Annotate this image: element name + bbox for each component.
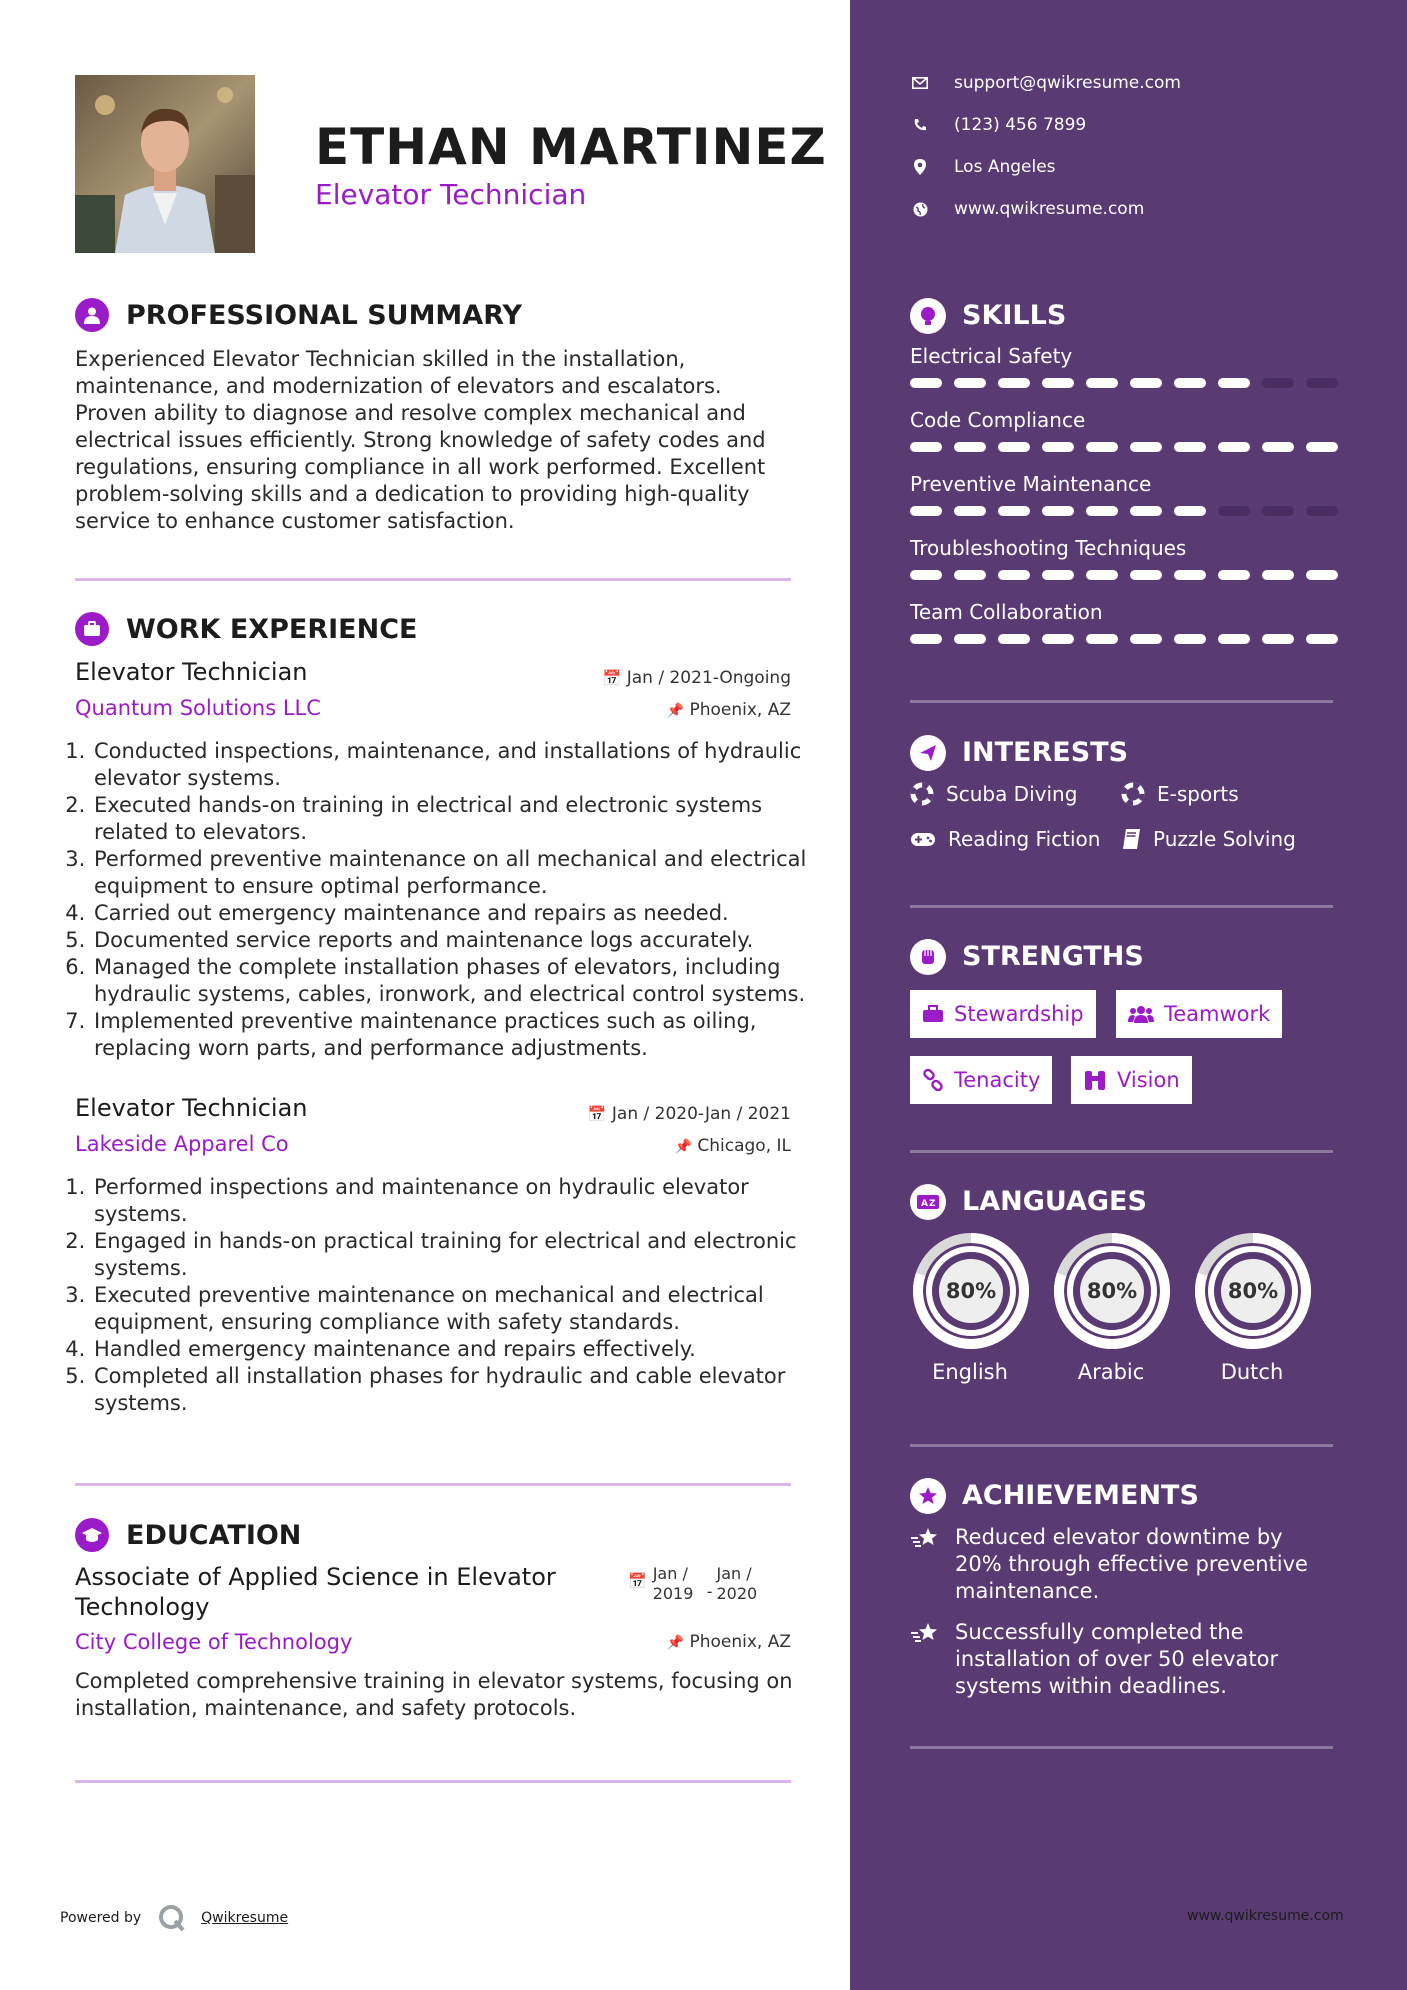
job-dates: 📅 Jan / 2020-Jan / 2021 — [587, 1104, 791, 1124]
footer-website[interactable]: www.qwikresume.com — [1187, 1908, 1344, 1924]
strength-chip: Vision — [1071, 1056, 1192, 1104]
pin-icon: 📌 — [674, 1139, 692, 1155]
skill-name: Troubleshooting Techniques — [910, 536, 1187, 560]
language-name: Dutch — [1220, 1360, 1284, 1384]
contact-email[interactable]: support@qwikresume.com — [910, 73, 1181, 93]
rating-dash — [1130, 378, 1162, 388]
experience-title: WORK EXPERIENCE — [126, 614, 418, 645]
section-divider — [910, 700, 1333, 703]
section-divider — [910, 1746, 1333, 1749]
calendar-icon: 📅 — [602, 669, 622, 687]
rating-dash — [954, 634, 986, 644]
skill-rating — [910, 570, 1338, 580]
language-name: English — [932, 1360, 1008, 1384]
language-item — [910, 1230, 1032, 1384]
rating-dash — [1218, 634, 1250, 644]
map-marker-icon — [910, 159, 930, 175]
rating-dash — [1130, 634, 1162, 644]
lifebuoy-icon — [1121, 782, 1145, 806]
rating-dash — [1174, 634, 1206, 644]
gauge-label: 80% — [1227, 1279, 1279, 1303]
rating-dash — [910, 570, 942, 580]
skill-rating — [910, 378, 1338, 388]
rating-dash — [910, 634, 942, 644]
globe-icon — [910, 202, 930, 217]
gauge-label: 80% — [945, 1279, 997, 1303]
list-item: 5. Documented service reports and maintenance logs accurately. — [92, 927, 817, 954]
education-text: Completed comprehensive training in elevator systems, focusing on installation, maintenance, and safety protocols. — [75, 1669, 793, 1720]
rating-dash — [1042, 506, 1074, 516]
job-bullets — [70, 738, 817, 1062]
summary-title: PROFESSIONAL SUMMARY — [126, 300, 523, 331]
strength-chip: Stewardship — [910, 990, 1096, 1038]
user-icon — [75, 298, 109, 332]
pin-icon: 📌 — [666, 1635, 685, 1651]
rating-dash — [1042, 634, 1074, 644]
section-divider — [910, 1444, 1333, 1447]
phone-icon — [910, 118, 930, 132]
list-item: 1. Conducted inspections, maintenance, and installations of hydraulic elevator systems. — [92, 738, 817, 792]
footer-powered: Powered by Qwikresume — [60, 1903, 288, 1933]
pin-icon: 📌 — [666, 703, 685, 719]
job-bullets — [70, 1174, 817, 1417]
skill-name: Electrical Safety — [910, 344, 1073, 368]
list-item: 3. Executed preventive maintenance on mechanical and electrical equipment, ensuring compliance with safety standards. — [92, 1282, 817, 1336]
language-gauge — [1051, 1230, 1173, 1352]
fist-icon — [910, 939, 946, 975]
rating-dash — [998, 570, 1030, 580]
list-item: 4. Handled emergency maintenance and repairs effectively. — [92, 1336, 817, 1363]
rating-dash — [998, 506, 1030, 516]
job-company: Lakeside Apparel Co — [75, 1132, 289, 1156]
interest-item: E-sports — [1121, 782, 1239, 806]
rating-dash — [1086, 506, 1118, 516]
strength-chip: Tenacity — [910, 1056, 1052, 1104]
skill-item — [910, 472, 1338, 516]
candidate-role: Elevator Technician — [315, 178, 587, 211]
rating-dash — [1042, 378, 1074, 388]
rating-dash — [1174, 570, 1206, 580]
rating-dash — [954, 570, 986, 580]
qwikresume-logo-icon — [157, 1903, 187, 1933]
interests-title: INTERESTS — [962, 737, 1129, 768]
skill-rating — [910, 634, 1338, 644]
language-gauge — [910, 1230, 1032, 1352]
rating-dash — [1086, 378, 1118, 388]
rating-dash — [1218, 378, 1250, 388]
graduation-icon — [75, 1518, 109, 1552]
shooting-star-icon — [910, 1526, 942, 1556]
gamepad-icon — [910, 830, 936, 848]
list-item: 4. Carried out emergency maintenance and repairs as needed. — [92, 900, 817, 927]
summary-text: Experienced Elevator Technician skilled in the installation, maintenance, and modernization of elevators and escalators. Proven ability to diagnose and resolve complex mechanical and electrical issues efficiently. Strong knowledge of safety codes and regulations, ensuring compliance in all work performed. Excellent problem-solving skills and a dedication to providing high-quality service to enhance customer satisfaction. — [75, 347, 766, 533]
skill-rating — [910, 442, 1338, 452]
rating-dash — [998, 442, 1030, 452]
language-icon — [910, 1184, 946, 1220]
book-icon — [1121, 828, 1141, 850]
calendar-icon: 📅 — [587, 1105, 607, 1123]
achievements-title: ACHIEVEMENTS — [962, 1480, 1199, 1511]
envelope-icon — [910, 77, 930, 89]
degree-title: Associate of Applied Science in Elevator Technology — [75, 1563, 556, 1621]
lifebuoy-icon — [910, 782, 934, 806]
rating-dash — [1306, 634, 1338, 644]
rating-dash — [910, 442, 942, 452]
skill-name: Preventive Maintenance — [910, 472, 1152, 496]
paper-plane-icon — [910, 735, 946, 771]
rating-dash — [1262, 378, 1294, 388]
list-item: 7. Implemented preventive maintenance practices such as oiling, replacing worn parts, and performance adjustments. — [92, 1008, 817, 1062]
rating-dash — [1218, 506, 1250, 516]
skill-name: Code Compliance — [910, 408, 1086, 432]
school-name: City College of Technology — [75, 1630, 353, 1654]
strength-chip: Teamwork — [1116, 990, 1282, 1038]
section-divider — [910, 1150, 1333, 1153]
rating-dash — [1042, 442, 1074, 452]
rating-dash — [954, 442, 986, 452]
candidate-name: ETHAN MARTINEZ — [315, 118, 827, 176]
rating-dash — [1042, 570, 1074, 580]
rating-dash — [1174, 506, 1206, 516]
calendar-icon: 📅 — [628, 1572, 647, 1590]
rating-dash — [1130, 442, 1162, 452]
skill-name: Team Collaboration — [910, 600, 1103, 624]
skills-title: SKILLS — [962, 300, 1067, 331]
rating-dash — [1086, 442, 1118, 452]
section-divider — [910, 905, 1333, 908]
qwikresume-link[interactable]: Qwikresume — [201, 1910, 289, 1926]
rating-dash — [1262, 634, 1294, 644]
strengths-title: STRENGTHS — [962, 941, 1144, 972]
rating-dash — [910, 378, 942, 388]
section-divider — [75, 1780, 791, 1783]
rating-dash — [1306, 442, 1338, 452]
interest-item: Reading Fiction — [910, 827, 1100, 851]
gauge-label: 80% — [1086, 1279, 1138, 1303]
list-item: 1. Performed inspections and maintenance on hydraulic elevator systems. — [92, 1174, 817, 1228]
skill-item — [910, 408, 1338, 452]
rating-dash — [1306, 506, 1338, 516]
rating-dash — [1218, 570, 1250, 580]
contact-location: Los Angeles — [910, 157, 1056, 177]
lightbulb-icon — [910, 298, 946, 334]
skill-rating — [910, 506, 1338, 516]
contact-phone[interactable]: (123) 456 7899 — [910, 115, 1086, 135]
interest-item: Scuba Diving — [910, 782, 1077, 806]
job-title: Elevator Technician — [75, 1094, 308, 1122]
link-icon — [922, 1069, 944, 1091]
job-company: Quantum Solutions LLC — [75, 696, 321, 720]
rating-dash — [1262, 570, 1294, 580]
job-location: 📌 Phoenix, AZ — [666, 700, 791, 720]
language-name: Arabic — [1077, 1360, 1145, 1384]
rating-dash — [998, 634, 1030, 644]
section-divider — [75, 578, 791, 581]
skill-item — [910, 536, 1338, 580]
rating-dash — [954, 378, 986, 388]
rating-dash — [1262, 506, 1294, 516]
star-icon — [910, 1478, 946, 1514]
list-item: 3. Performed preventive maintenance on all mechanical and electrical equipment to ensure optimal performance. — [92, 846, 817, 900]
rating-dash — [910, 506, 942, 516]
svg-text:A: A — [921, 1199, 928, 1209]
list-item: 2. Engaged in hands-on practical training for electrical and electronic systems. — [92, 1228, 817, 1282]
users-icon — [1128, 1004, 1154, 1024]
rating-dash — [1218, 442, 1250, 452]
contact-website[interactable]: www.qwikresume.com — [910, 199, 1144, 219]
list-item: 6. Managed the complete installation phases of elevators, including hydraulic systems, cables, ironwork, and electrical control systems. — [92, 954, 817, 1008]
job-title: Elevator Technician — [75, 658, 308, 686]
rating-dash — [1174, 378, 1206, 388]
briefcase-icon — [75, 612, 109, 646]
job-dates: 📅 Jan / 2021-Ongoing — [602, 668, 791, 688]
language-gauge — [1192, 1230, 1314, 1352]
language-item — [1192, 1230, 1314, 1384]
rating-dash — [1130, 570, 1162, 580]
rating-dash — [1130, 506, 1162, 516]
rating-dash — [1306, 378, 1338, 388]
shooting-star-icon — [910, 1621, 942, 1651]
rating-dash — [998, 378, 1030, 388]
rating-dash — [1086, 570, 1118, 580]
skill-item — [910, 600, 1338, 644]
briefcase-icon — [922, 1005, 944, 1023]
education-location: 📌 Phoenix, AZ — [666, 1632, 791, 1652]
interest-item: Puzzle Solving — [1121, 827, 1296, 851]
rating-dash — [954, 506, 986, 516]
section-divider — [75, 1483, 791, 1486]
svg-text:Z: Z — [929, 1199, 936, 1209]
list-item: 2. Executed hands-on training in electrical and electronic systems related to elevators. — [92, 792, 817, 846]
list-item: 5. Completed all installation phases for hydraulic and cable elevator systems. — [92, 1363, 817, 1417]
binoculars-icon — [1083, 1069, 1107, 1091]
languages-title: LANGUAGES — [962, 1186, 1147, 1217]
job-location: 📌 Chicago, IL — [674, 1136, 791, 1156]
rating-dash — [1174, 442, 1206, 452]
education-title: EDUCATION — [126, 1520, 302, 1551]
profile-photo — [75, 75, 255, 253]
language-item — [1051, 1230, 1173, 1384]
rating-dash — [1086, 634, 1118, 644]
rating-dash — [1306, 570, 1338, 580]
education-dates: 📅 Jan / 2019 - Jan / 2020 — [628, 1564, 758, 1603]
skill-item — [910, 344, 1338, 388]
rating-dash — [1262, 442, 1294, 452]
